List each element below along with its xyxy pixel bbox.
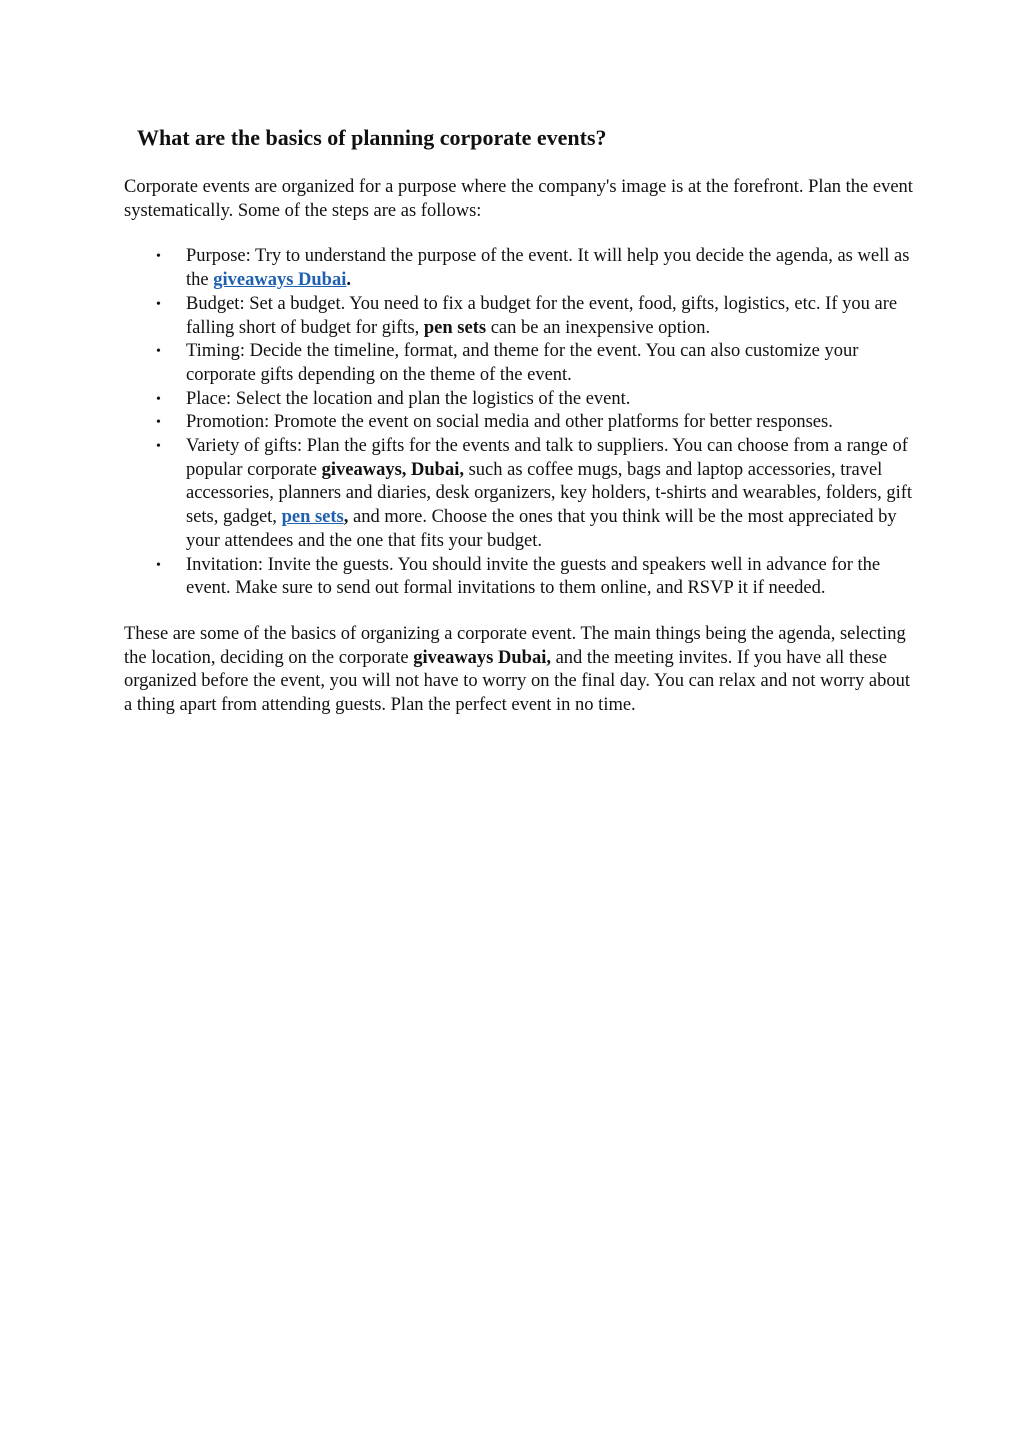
pen-sets-link[interactable]: pen sets	[281, 507, 344, 528]
bullet-icon: •	[156, 296, 161, 312]
list-item-invitation: • Invitation: Invite the guests. You should invite the guests and speakers well in advance for the event. Make sure to send out formal invitations to them online, and RSVP it if needed.	[156, 554, 881, 599]
bullet-icon: •	[156, 249, 161, 265]
giveaways-dubai-link[interactable]: giveaways Dubai	[213, 270, 347, 291]
bullet-icon: •	[156, 344, 161, 360]
bullet-icon: •	[156, 557, 161, 573]
list-item-timing: • Timing: Decide the timeline, format, and theme for the event. You can also customize your corporate gifts depending on the theme of the event.	[156, 341, 859, 385]
steps-list	[124, 245, 914, 601]
intro-paragraph: Corporate events are organized for a purpose where the company's image is at the forefront. Plan the event systematically. Some of the steps are as follows:	[124, 177, 913, 221]
list-item-place: • Place: Select the location and plan the logistics of the event.	[124, 388, 914, 412]
list-item-budget: • Budget: Set a budget. You need to fix a budget for the event, food, gifts, logistics, etc. If you are falling short of budget for gifts, pen sets can be an inexpensive option.	[156, 293, 898, 338]
bullet-icon: •	[156, 415, 161, 431]
bullet-icon: •	[156, 439, 161, 455]
bullet-icon: •	[156, 391, 161, 407]
list-item-variety-of-gifts: • Variety of gifts: Plan the gifts for the events and talk to suppliers. You can choose from a range of popular corporate giveaways, Dubai, such as coffee mugs, bags and laptop accessories, travel accessories, planners and diaries, desk organizers, key holders, t-shirts and wearables, folders, gift sets, gadget, pen sets, and more. Choose the ones that you think will be the most appreciated by your attendees and the one that fits your budget.	[156, 436, 913, 551]
page-title: What are the basics of planning corporate events?	[137, 125, 607, 150]
list-item-purpose: • Purpose: Try to understand the purpose of the event. It will help you decide the agenda, as well as the giveaways Dubai.	[156, 246, 910, 291]
list-item-promotion: • Promotion: Promote the event on social media and other platforms for better responses.	[124, 411, 914, 435]
closing-paragraph: These are some of the basics of organizing a corporate event. The main things being the agenda, selecting the location, deciding on the corporate giveaways Dubai, and the meeting invites. If you have all these organized before the event, you will not have to worry on the final day. You can relax and not worry about a thing apart from attending guests. Plan the perfect event in no time.	[124, 623, 911, 716]
document-page	[124, 118, 914, 718]
